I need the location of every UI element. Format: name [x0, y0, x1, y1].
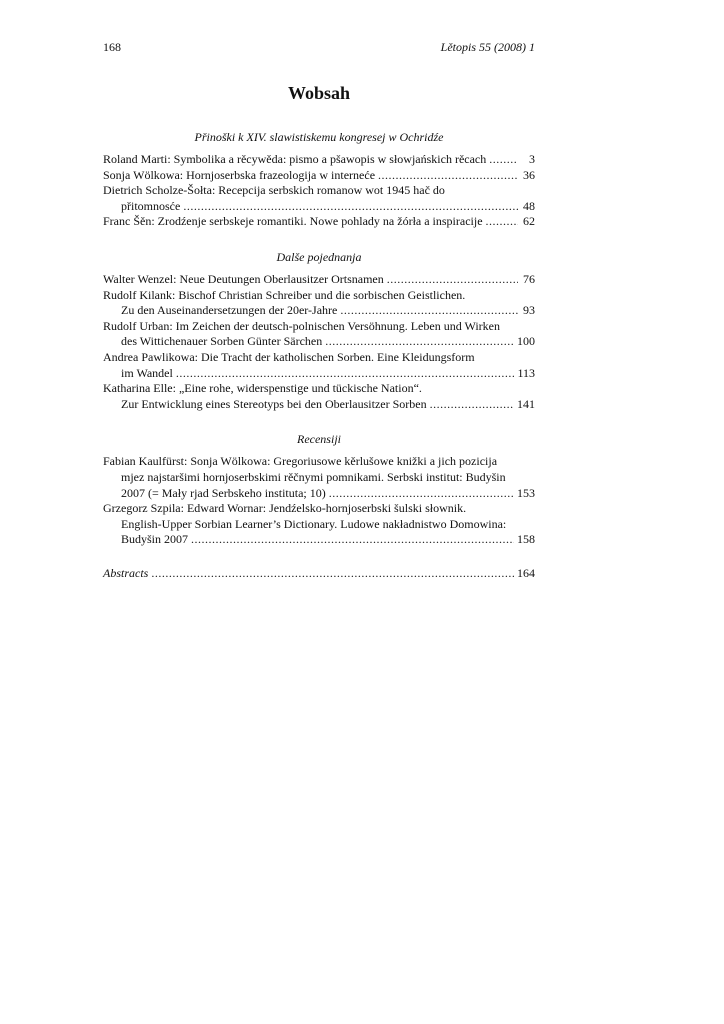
- toc-entry: [103, 183, 535, 214]
- dot-leader: [340, 303, 518, 319]
- entry-page-number: 164: [517, 565, 535, 580]
- entry-line: [103, 350, 535, 366]
- dot-leader: [191, 532, 514, 548]
- entry-line: [103, 532, 535, 548]
- entry-page-number: 36: [523, 167, 535, 182]
- entry-line: [103, 214, 535, 230]
- entry-line: [103, 288, 535, 304]
- entry-line: [103, 168, 535, 184]
- entry-line: [103, 272, 535, 288]
- dot-leader: [387, 272, 518, 288]
- page-title: Wobsah: [287, 83, 351, 103]
- entry-line: [103, 381, 535, 397]
- page: [103, 40, 535, 581]
- entry-text: Roland Marti: Symbolika a rěcywěda: pismo a pšawopis w słowjańskich rěcach: [103, 152, 487, 166]
- dot-leader: [151, 566, 514, 582]
- entry-line: [103, 366, 535, 382]
- entry-line: [103, 470, 535, 486]
- entry-line: [103, 152, 535, 168]
- entry-line: [103, 501, 535, 517]
- toc-entry: [103, 288, 535, 319]
- dot-leader: [378, 168, 518, 184]
- dot-leader: [430, 397, 514, 413]
- entry-page-number: 100: [517, 334, 535, 349]
- toc-entry: [103, 381, 535, 412]
- entry-text: English-Upper Sorbian Learner’s Dictionary. Ludowe nakładnistwo Domowina:: [121, 516, 507, 531]
- entry-page-number: 48: [523, 198, 535, 213]
- entry-text: 2007 (= Mały rjad Serbskeho instituta; 10): [121, 485, 326, 500]
- entry-line: [103, 199, 535, 215]
- entry-text: Grzegorz Szpila: Edward Wornar: Jendźelsko-hornjoserbski šulski słownik.: [103, 501, 467, 516]
- table-of-contents: [103, 130, 535, 548]
- abstracts-entry: [103, 566, 535, 582]
- page-number: 168: [103, 40, 121, 54]
- section-gap: [103, 412, 535, 432]
- entry-text: Fabian Kaulfürst: Sonja Wölkowa: Gregoriusowe kěrlušowe knižki a jich pozicija: [103, 454, 498, 469]
- entry-line: [103, 319, 535, 335]
- entry-line: [103, 486, 535, 502]
- entry-text: mjez najstaršimi hornjoserbskimi rěčnymi pomnikami. Serbski institut: Budyšin: [121, 469, 506, 484]
- entry-page-number: 93: [523, 303, 535, 318]
- entry-line: [103, 303, 535, 319]
- entry-line: [103, 517, 535, 533]
- toc-entry: [103, 152, 535, 168]
- entry-page-number: 3: [529, 152, 535, 166]
- entry-text: Zu den Auseinandersetzungen der 20er-Jahre: [121, 303, 338, 318]
- entry-text: Franc Šěn: Zrodźenje serbskeje romantiki. Nowe pohlady na žórła a inspiracije: [103, 214, 483, 229]
- abstracts-label: Abstracts: [103, 565, 149, 580]
- journal-title: Lětopis 55 (2008) 1: [440, 40, 535, 54]
- entry-page-number: 113: [517, 365, 535, 380]
- entry-text: des Wittichenauer Sorben Günter Särchen: [121, 334, 323, 349]
- dot-leader: [325, 334, 514, 350]
- dot-leader: [486, 214, 518, 230]
- entry-text: Rudolf Urban: Im Zeichen der deutsch-polnischen Versöhnung. Leben und Wirken: [103, 318, 500, 333]
- toc-entry: [103, 214, 535, 230]
- entry-line: [103, 566, 535, 582]
- entry-text: přitomnosće: [121, 198, 181, 213]
- entry-page-number: 76: [523, 271, 535, 286]
- entry-text: Sonja Wölkowa: Hornjoserbska frazeologija w internеće: [103, 167, 376, 182]
- dot-leader: [489, 152, 518, 168]
- running-head: [103, 40, 535, 55]
- entry-page-number: 153: [517, 485, 535, 500]
- dot-leader: [183, 199, 518, 215]
- entry-text: im Wandel: [121, 365, 173, 380]
- section-gap: [103, 230, 535, 250]
- section-heading: Přinoški k XIV. slawistiskemu kongresej w Ochridźe: [194, 130, 444, 144]
- entry-text: Walter Wenzel: Neue Deutungen Oberlausitzer Ortsnamen: [103, 271, 384, 286]
- entry-page-number: 158: [517, 532, 535, 547]
- toc-entry: [103, 272, 535, 288]
- entry-line: [103, 454, 535, 470]
- section-heading: Recensiji: [297, 432, 341, 447]
- toc-entry: [103, 168, 535, 184]
- entry-line: [103, 183, 535, 199]
- dot-leader: [176, 366, 515, 382]
- entry-text: Andrea Pawlikowa: Die Tracht der katholischen Sorben. Eine Kleidungsform: [103, 349, 475, 364]
- entry-line: [103, 334, 535, 350]
- section-heading: Dalše pojednanja: [276, 249, 362, 264]
- entry-text: Zur Entwicklung eines Stereotyps bei den Oberlausitzer Sorben: [121, 396, 427, 411]
- toc-entry: [103, 319, 535, 350]
- dot-leader: [329, 486, 514, 502]
- entry-text: Katharina Elle: „Eine rohe, widerspenstige und tückische Nation“.: [103, 381, 422, 396]
- entry-page-number: 62: [523, 214, 535, 229]
- toc-entry: [103, 501, 535, 548]
- entry-text: Dietrich Scholze-Šołta: Recepcija serbskich romanow wot 1945 hač do: [103, 183, 445, 198]
- entry-text: Rudolf Kilank: Bischof Christian Schreiber und die sorbischen Geistlichen.: [103, 287, 466, 302]
- entry-text: Budyšin 2007: [121, 532, 189, 547]
- entry-page-number: 141: [517, 396, 535, 411]
- entry-line: [103, 397, 535, 413]
- toc-entry: [103, 350, 535, 381]
- toc-entry: [103, 454, 535, 501]
